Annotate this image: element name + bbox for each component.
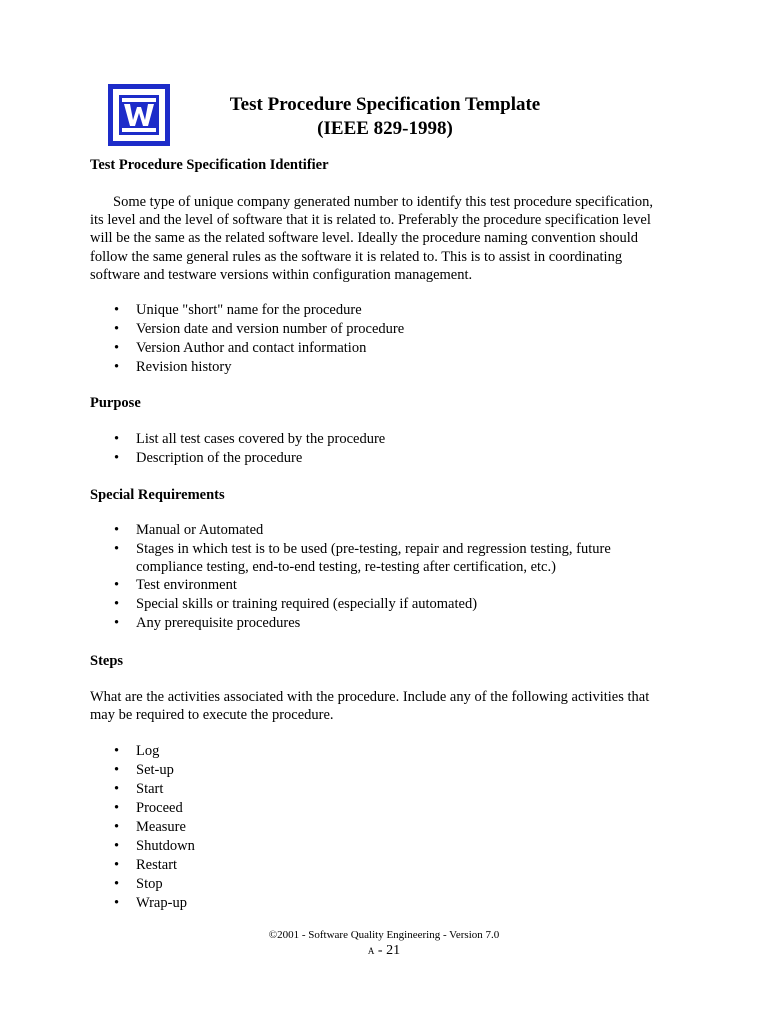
paragraph-line: may be required to execute the procedure. — [90, 707, 334, 724]
list-item: • Set-up — [114, 762, 174, 778]
list-item: • Any prerequisite procedures — [114, 615, 301, 631]
bullet-icon: • — [114, 450, 120, 466]
list-item: • Start — [114, 781, 164, 797]
paragraph-line: software and testware versions within configuration management. — [90, 266, 473, 283]
document-subtitle: (IEEE 829-1998) — [317, 118, 453, 139]
bullet-list-steps — [90, 742, 195, 913]
paragraph-line: will be the same as the related software level. Ideally the procedure naming convention should — [90, 230, 638, 247]
bullet-icon: • — [114, 838, 120, 854]
list-item: • Measure — [114, 819, 186, 835]
list-item: • Revision history — [114, 359, 232, 375]
page-number-value: - 21 — [377, 943, 401, 958]
paragraph-line: follow the same general rules as the software it is related to. This is to assist in coordinating — [90, 248, 623, 265]
list-item: • Shutdown — [114, 838, 195, 854]
list-item: • Version Author and contact information — [114, 340, 367, 356]
bullet-icon: • — [114, 762, 120, 778]
list-item: • Unique "short" name for the procedure — [114, 302, 362, 318]
list-item: • Test environment — [114, 577, 237, 593]
bullet-icon: • — [114, 340, 120, 356]
heading-special-requirements: Special Requirements — [90, 487, 225, 503]
bullet-icon: • — [114, 596, 120, 612]
bullet-icon: • — [114, 577, 120, 593]
heading-identifier: Test Procedure Specification Identifier — [90, 157, 329, 173]
bullet-list-identifier — [90, 301, 404, 377]
bullet-icon: • — [114, 302, 120, 318]
bullet-icon: • — [114, 321, 120, 337]
bullet-icon: • — [114, 541, 120, 557]
bullet-icon: • — [114, 615, 120, 631]
paragraph-steps — [90, 688, 650, 724]
bullet-icon: • — [114, 876, 120, 892]
list-item: • Stages in which test is to be used (pre-testing, repair and regression testing, future compliance testing, end-to-end testing, re-testing after certification, etc.) — [114, 541, 611, 575]
list-item: • Description of the procedure — [114, 450, 303, 466]
word-document-icon — [108, 84, 170, 146]
document-title: Test Procedure Specification Template — [229, 94, 541, 115]
bullet-icon: • — [114, 857, 120, 873]
heading-steps: Steps — [90, 653, 124, 669]
bullet-list-purpose — [90, 430, 385, 468]
list-item: • Manual or Automated — [114, 522, 264, 538]
paragraph-line: What are the activities associated with the procedure. Include any of the following activities that — [90, 689, 650, 705]
paragraph-line: Some type of unique company generated number to identify this test procedure specification, — [113, 194, 653, 210]
footer-copyright: ©2001 - Software Quality Engineering - Version 7.0 — [268, 929, 500, 941]
list-item: • Wrap-up — [114, 895, 187, 911]
page-prefix: A — [367, 946, 375, 956]
list-item: • Version date and version number of procedure — [114, 321, 405, 337]
bullet-icon: • — [114, 359, 120, 375]
page-number — [0, 943, 768, 959]
list-item: • Special skills or training required (especially if automated) — [114, 596, 478, 612]
list-item: • Stop — [114, 876, 163, 892]
list-item: • Restart — [114, 857, 178, 873]
heading-purpose: Purpose — [90, 395, 141, 411]
word-logo-graphic — [119, 95, 159, 135]
bullet-icon: • — [114, 800, 120, 816]
bullet-icon: • — [114, 431, 120, 447]
list-item: • Proceed — [114, 800, 183, 816]
paragraph-line: its level and the level of software that it is related to. Preferably the procedure specification level — [90, 212, 651, 229]
bullet-icon: • — [114, 781, 120, 797]
bullet-list-special-requirements — [90, 521, 611, 633]
bullet-icon: • — [114, 522, 120, 538]
list-item: • List all test cases covered by the procedure — [114, 431, 386, 447]
paragraph-identifier — [90, 193, 653, 284]
list-item: • Log — [114, 743, 160, 759]
bullet-icon: • — [114, 743, 120, 759]
bullet-icon: • — [114, 819, 120, 835]
bullet-icon: • — [114, 895, 120, 911]
